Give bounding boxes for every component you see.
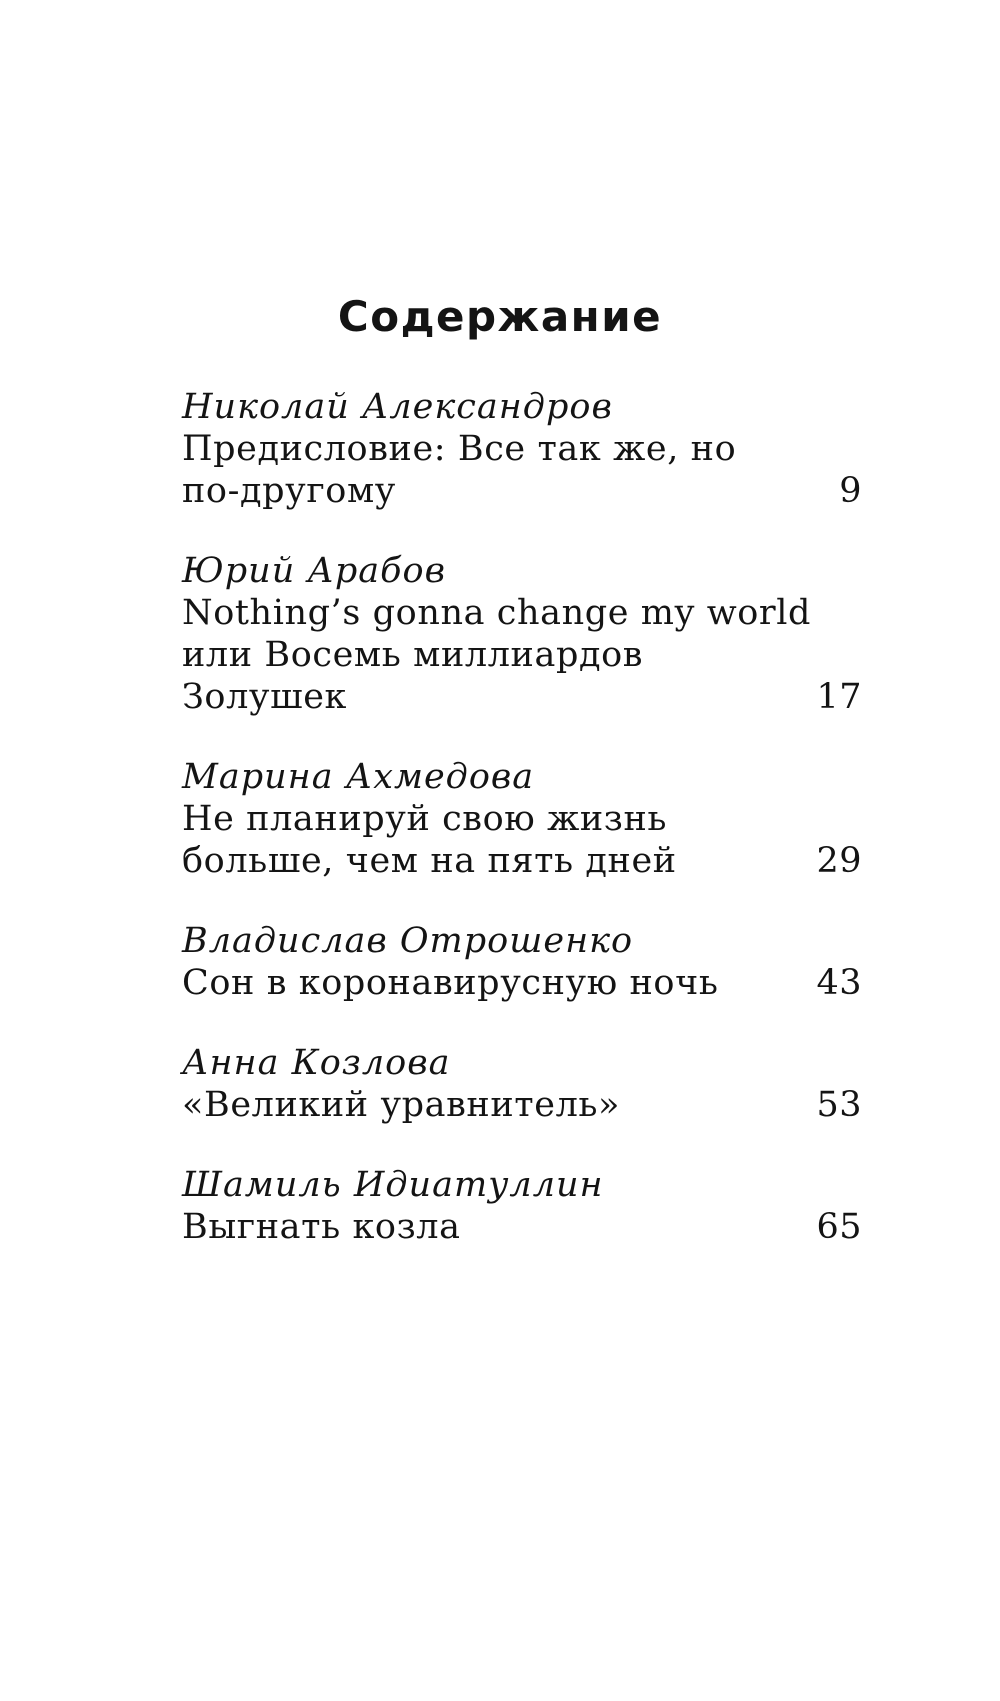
entry-author: Анна Козлова: [182, 1043, 451, 1083]
toc-entry: [182, 386, 862, 512]
entry-title-line: по-другому: [182, 471, 397, 511]
entry-page-number: 43: [816, 963, 862, 1003]
entry-title-line: или Восемь миллиардов: [182, 635, 644, 675]
entry-page-number: 29: [816, 841, 862, 881]
entry-page-number: 9: [839, 471, 862, 511]
entry-author: Марина Ахмедова: [182, 757, 535, 797]
entry-title-line: Предисловие: Все так же, но: [182, 429, 737, 469]
toc-entry: [182, 1164, 862, 1248]
entry-author: Владислав Отрошенко: [182, 921, 634, 961]
entry-title-line: больше, чем на пять дней: [182, 841, 677, 881]
entry-author: Шамиль Идиатуллин: [182, 1165, 604, 1205]
entry-title-line: «Великий уравнитель»: [182, 1085, 621, 1125]
entry-page-number: 17: [816, 677, 862, 717]
entry-title-line: Сон в коронавирусную ночь: [182, 963, 719, 1003]
toc-entry: [182, 756, 862, 882]
toc-entry: [182, 550, 862, 718]
entry-title-line: Золушек: [182, 677, 348, 717]
contents-heading: Содержание: [337, 292, 663, 341]
entry-page-number: 65: [816, 1207, 862, 1247]
entry-author: Юрий Арабов: [182, 551, 446, 591]
entry-title-line: Не планируй свою жизнь: [182, 799, 668, 839]
table-of-contents: [182, 386, 862, 1286]
toc-entry: [182, 920, 862, 1004]
entry-title-line: Выгнать козла: [182, 1207, 461, 1247]
entry-page-number: 53: [816, 1085, 862, 1125]
entry-author: Николай Александров: [182, 387, 613, 427]
entry-title-line: Nothing’s gonna change my world: [182, 593, 812, 633]
toc-entry: [182, 1042, 862, 1126]
